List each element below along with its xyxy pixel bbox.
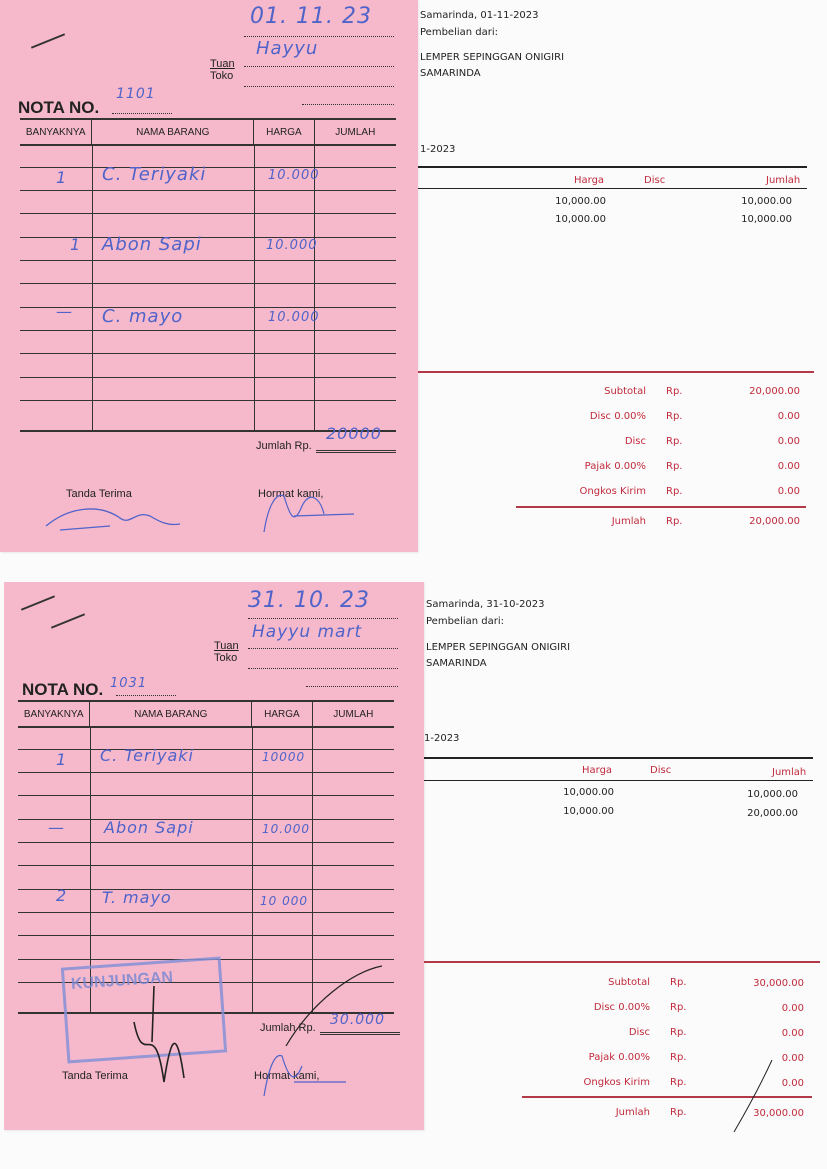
subtotal-value: 30,000.00 bbox=[753, 978, 804, 989]
summary-top-rule bbox=[424, 961, 820, 963]
printed-invoice bbox=[424, 580, 827, 1140]
pajak-label: Pajak 0.00% bbox=[588, 1052, 650, 1063]
row-price: 10.000 bbox=[266, 238, 318, 253]
currency: Rp. bbox=[670, 1107, 687, 1118]
row-qty: 1 bbox=[56, 168, 68, 187]
tuan-line bbox=[244, 66, 394, 67]
nota-number-handwritten: 1031 bbox=[110, 676, 148, 691]
ongkos-label: Ongkos Kirim bbox=[583, 1077, 650, 1088]
disc-value: 0.00 bbox=[777, 436, 800, 447]
invoice-from-label: Pembelian dari: bbox=[426, 616, 505, 627]
grid-line bbox=[20, 307, 396, 308]
row-qty: 1 bbox=[56, 750, 68, 769]
grid-line bbox=[18, 772, 394, 773]
pajak-value: 0.00 bbox=[777, 461, 800, 472]
subtotal-value: 20,000.00 bbox=[749, 386, 800, 397]
pen-stroke bbox=[272, 962, 392, 1052]
line-jumlah: 10,000.00 bbox=[747, 789, 798, 800]
disc-pct-label: Disc 0.00% bbox=[589, 411, 646, 422]
grid-line bbox=[20, 400, 396, 401]
nota-customer-handwritten: Hayyu mart bbox=[252, 622, 363, 642]
grid-line bbox=[252, 726, 253, 1012]
total-rule bbox=[516, 506, 806, 508]
row-item: Abon Sapi bbox=[102, 234, 202, 255]
nota-date-handwritten: 31. 10. 23 bbox=[248, 588, 370, 613]
grid-line bbox=[20, 353, 396, 354]
nota-number-handwritten: 1101 bbox=[116, 86, 156, 102]
date-line bbox=[248, 618, 398, 619]
pajak-value: 0.00 bbox=[781, 1053, 804, 1064]
nota-table-header bbox=[18, 702, 394, 728]
col-disc-header: Disc bbox=[644, 175, 666, 186]
disc-pct-label: Disc 0.00% bbox=[593, 1002, 650, 1013]
subtotal-label: Subtotal bbox=[608, 977, 650, 988]
jumlah-handwritten: 20000 bbox=[326, 424, 382, 443]
grid-line bbox=[18, 935, 394, 936]
invoice-date-fragment: 1-2023 bbox=[420, 144, 456, 155]
tanda-terima-label: Tanda Terima bbox=[66, 488, 132, 500]
pen-stroke bbox=[724, 1056, 784, 1136]
line-jumlah: 10,000.00 bbox=[741, 214, 792, 225]
toko-line bbox=[244, 86, 394, 87]
currency: Rp. bbox=[670, 1077, 687, 1088]
row-item: Abon Sapi bbox=[104, 818, 194, 837]
row-item: C. Teriyaki bbox=[100, 746, 194, 765]
grid-line bbox=[92, 144, 93, 430]
table-top-rule bbox=[418, 166, 807, 168]
currency: Rp. bbox=[666, 386, 683, 397]
grid-line bbox=[18, 819, 394, 820]
invoice-place-date: Samarinda, 31-10-2023 bbox=[426, 599, 545, 610]
signature-receiver bbox=[40, 496, 190, 540]
nota-number-line bbox=[116, 695, 176, 696]
receipt-sheet-2 bbox=[0, 580, 827, 1140]
col-harga-header: Harga bbox=[582, 765, 613, 776]
grid-line bbox=[254, 144, 255, 430]
hormat-kami-label: Hormat kami, bbox=[254, 1070, 320, 1082]
grid-line bbox=[18, 842, 394, 843]
ongkos-value: 0.00 bbox=[781, 1078, 804, 1089]
disc-pct-value: 0.00 bbox=[777, 411, 800, 422]
col-nama-barang: NAMA BARANG bbox=[92, 120, 254, 144]
signature-receiver bbox=[114, 982, 194, 1092]
row-price: 10.000 bbox=[268, 168, 320, 183]
grid-line bbox=[20, 213, 396, 214]
row-qty: — bbox=[48, 818, 65, 837]
invoice-place-date: Samarinda, 01-11-2023 bbox=[420, 10, 539, 21]
grid-line bbox=[20, 167, 396, 168]
handwritten-nota bbox=[0, 0, 418, 552]
currency: Rp. bbox=[666, 461, 683, 472]
grid-line bbox=[20, 260, 396, 261]
jumlah-label: Jumlah Rp. bbox=[260, 1022, 316, 1034]
nota-customer-handwritten: Hayyu bbox=[256, 38, 319, 59]
nota-number-line bbox=[112, 113, 172, 114]
currency: Rp. bbox=[670, 1027, 687, 1038]
col-harga-header: Harga bbox=[574, 175, 605, 186]
disc-pct-value: 0.00 bbox=[781, 1003, 804, 1014]
line-harga: 10,000.00 bbox=[563, 806, 614, 817]
disc-label: Disc bbox=[624, 436, 646, 447]
tanda-terima-label: Tanda Terima bbox=[62, 1070, 128, 1082]
pajak-label: Pajak 0.00% bbox=[584, 461, 646, 472]
nota-table-header bbox=[20, 120, 396, 146]
toko-line bbox=[248, 668, 398, 669]
seller-name: LEMPER SEPINGGAN ONIGIRI bbox=[426, 642, 571, 653]
summary-top-rule bbox=[418, 371, 814, 373]
tuan-line bbox=[248, 648, 398, 649]
visit-stamp: KUNJUNGAN bbox=[61, 957, 227, 1064]
disc-label: Disc bbox=[628, 1027, 650, 1038]
row-item: C. Teriyaki bbox=[102, 164, 207, 185]
toko-label: Toko bbox=[210, 70, 234, 82]
header-rule bbox=[424, 780, 813, 781]
grid-line bbox=[18, 795, 394, 796]
row-price: 10000 bbox=[262, 750, 306, 764]
pen-mark bbox=[51, 613, 85, 628]
nota-title: NOTA NO. bbox=[22, 680, 104, 699]
ongkos-label: Ongkos Kirim bbox=[579, 486, 646, 497]
row-item: T. mayo bbox=[102, 888, 172, 907]
col-jumlah-header: Jumlah bbox=[766, 175, 801, 186]
grid-line bbox=[18, 889, 394, 890]
grid-line bbox=[20, 330, 396, 331]
line-jumlah: 20,000.00 bbox=[747, 808, 798, 819]
handwritten-nota bbox=[4, 582, 424, 1130]
nota-table bbox=[20, 118, 396, 432]
grid-line bbox=[314, 144, 315, 430]
jumlah-handwritten: 30.000 bbox=[330, 1012, 385, 1028]
nota-date-handwritten: 01. 11. 23 bbox=[250, 4, 372, 29]
nota-title: NOTA NO. bbox=[18, 98, 100, 117]
tuan-label: Tuan bbox=[210, 58, 235, 70]
jumlah-line bbox=[316, 450, 396, 453]
col-nama-barang: NAMA BARANG bbox=[90, 702, 252, 726]
grid-line bbox=[20, 283, 396, 284]
col-jumlah: JUMLAH bbox=[335, 126, 376, 138]
col-harga: HARGA bbox=[252, 702, 313, 726]
subtotal-label: Subtotal bbox=[604, 386, 646, 397]
row-qty: 2 bbox=[56, 886, 68, 905]
grid-line bbox=[18, 749, 394, 750]
col-jumlah-header: Jumlah bbox=[772, 767, 807, 778]
jumlah-total-value: 20,000.00 bbox=[749, 516, 800, 527]
date-line bbox=[244, 36, 394, 37]
col-banyaknya: BANYAKNYA bbox=[18, 702, 90, 726]
table-top-rule bbox=[424, 757, 813, 759]
jumlah-label: Jumlah Rp. bbox=[256, 440, 312, 452]
grid-line bbox=[20, 377, 396, 378]
tuan-label: Tuan bbox=[214, 640, 239, 652]
disc-value: 0.00 bbox=[781, 1028, 804, 1039]
jumlah-total-label: Jumlah bbox=[611, 516, 646, 527]
row-price: 10.000 bbox=[268, 310, 320, 325]
currency: Rp. bbox=[666, 486, 683, 497]
hormat-kami-label: Hormat kami, bbox=[258, 488, 324, 500]
grid-line bbox=[18, 912, 394, 913]
receipt-sheet-1 bbox=[0, 0, 827, 560]
grid-line bbox=[18, 865, 394, 866]
dotted-line bbox=[306, 686, 398, 687]
pen-mark bbox=[21, 595, 55, 610]
jumlah-total-label: Jumlah bbox=[615, 1107, 650, 1118]
currency: Rp. bbox=[666, 411, 683, 422]
line-jumlah: 10,000.00 bbox=[741, 196, 792, 207]
header-rule bbox=[418, 188, 807, 189]
currency: Rp. bbox=[670, 1052, 687, 1063]
currency: Rp. bbox=[670, 977, 687, 988]
row-price: 10 000 bbox=[260, 894, 308, 908]
pen-mark bbox=[31, 33, 65, 48]
col-disc-header: Disc bbox=[650, 765, 672, 776]
invoice-from-label: Pembelian dari: bbox=[420, 27, 499, 38]
signature-issuer bbox=[254, 486, 364, 540]
currency: Rp. bbox=[666, 436, 683, 447]
line-harga: 10,000.00 bbox=[555, 214, 606, 225]
printed-invoice bbox=[418, 0, 827, 560]
line-harga: 10,000.00 bbox=[555, 196, 606, 207]
row-price: 10.000 bbox=[262, 822, 310, 836]
toko-label: Toko bbox=[214, 652, 238, 664]
currency: Rp. bbox=[666, 516, 683, 527]
col-banyaknya: BANYAKNYA bbox=[20, 120, 92, 144]
currency: Rp. bbox=[670, 1002, 687, 1013]
ongkos-value: 0.00 bbox=[777, 486, 800, 497]
row-qty: — bbox=[56, 302, 73, 321]
row-qty: 1 bbox=[70, 235, 82, 254]
invoice-date-fragment: 1-2023 bbox=[424, 733, 460, 744]
dotted-line bbox=[302, 104, 394, 105]
col-harga: HARGA bbox=[254, 120, 315, 144]
line-harga: 10,000.00 bbox=[563, 787, 614, 798]
seller-name: LEMPER SEPINGGAN ONIGIRI bbox=[420, 52, 565, 63]
seller-city: SAMARINDA bbox=[426, 658, 487, 669]
jumlah-total-value: 30,000.00 bbox=[753, 1108, 804, 1119]
grid-line bbox=[20, 190, 396, 191]
seller-city: SAMARINDA bbox=[420, 68, 481, 79]
row-item: C. mayo bbox=[102, 306, 184, 327]
col-jumlah: JUMLAH bbox=[333, 708, 374, 720]
